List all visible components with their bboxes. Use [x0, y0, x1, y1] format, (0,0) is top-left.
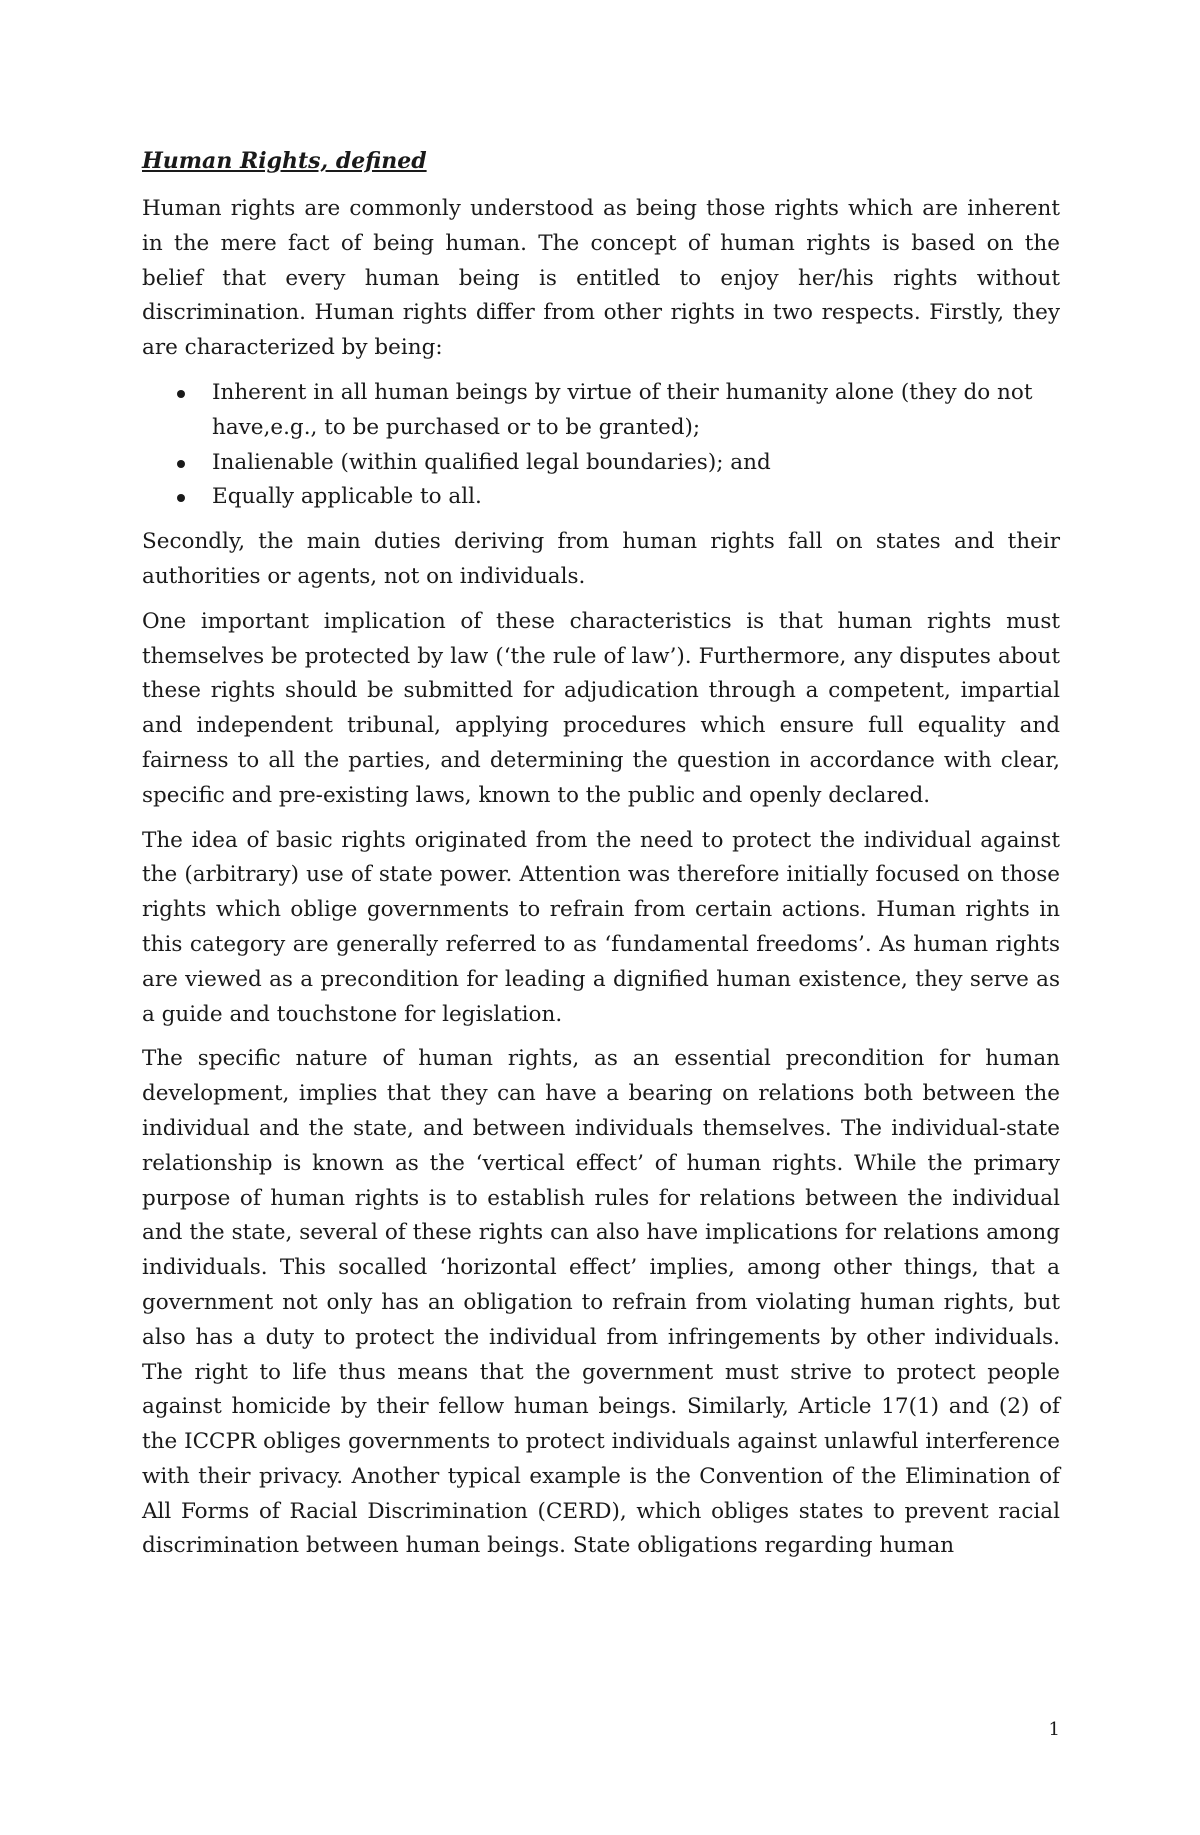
paragraph-basic-rights: The idea of basic rights originated from the need to protect the individual against the (arbitrary) use of state power. Attention was therefore initially focused on those rights which oblige governments to refrain from certain actions. Human rights in this category are generally referred to as ‘fundamental freedoms’. As human rights are viewed as a precondition for leading a dignified human existence, they serve as a guide and touchstone for legislation. — [142, 827, 1060, 1027]
list-item: Equally applicable to all. — [212, 480, 1060, 515]
list-item: Inalienable (within qualified legal boundaries); and — [212, 446, 1060, 481]
body-text — [142, 192, 1060, 1574]
document-page — [142, 0, 1060, 1835]
paragraph-horizontal-effect: The specific nature of human rights, as an essential precondition for human development, implies that they can have a bearing on relations both between the individual and the state, and between individuals themselves. The individual-state relationship is known as the ‘vertical effect’ of human rights. While the primary purpose of human rights is to establish rules for relations between the individual and the state, several of these rights can also have implications for relations among individuals. This socalled ‘horizontal effect’ implies, among other things, that a government not only has an obligation to refrain from violating human rights, but also has a duty to protect the individual from infringements by other individuals. The right to life thus means that the government must strive to protect people against homicide by their fellow human beings. Similarly, Article 17(1) and (2) of the ICCPR obliges governments to protect individuals against unlawful interference with their privacy. Another typical example is the Convention of the Elimination of All Forms of Racial Discrimination (CERD), which obliges states to prevent racial discrimination between human beings. State obligations regarding human — [142, 1046, 1060, 1559]
characteristics-list — [142, 376, 1060, 515]
intro-paragraph: Human rights are commonly understood as being those rights which are inherent in the mere fact of being human. The concept of human rights is based on the belief that every human being is entitled to enjoy her/his rights without discrimination. Human rights differ from other rights in two respects. Firstly, they are characterized by being: — [142, 196, 1060, 361]
section-heading: Human Rights, defined — [142, 148, 427, 174]
paragraph-rule-of-law: One important implication of these characteristics is that human rights must themselves be protected by law (‘the rule of law’). Furthermore, any disputes about these rights should be submitted for adjudication through a competent, impartial and independent tribunal, applying procedures which ensure full equality and fairness to all the parties, and determining the question in accordance with clear, specific and pre-existing laws, known to the public and openly declared. — [142, 608, 1060, 808]
paragraph-duties: Secondly, the main duties deriving from human rights fall on states and their authorities or agents, not on individuals. — [142, 529, 1060, 589]
page-number: 1 — [1048, 1719, 1060, 1740]
list-item: Inherent in all human beings by virtue of their humanity alone (they do not have,e.g., to be purchased or to be granted); — [212, 376, 1060, 446]
